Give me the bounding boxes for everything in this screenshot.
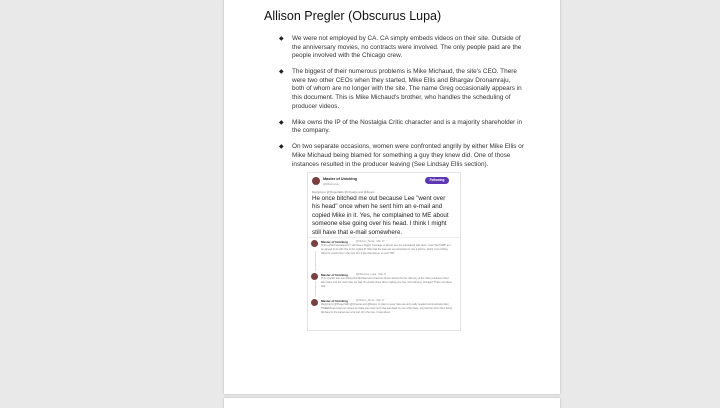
bullet-item (279, 68, 524, 111)
bullet-icon: ◆ (279, 119, 284, 126)
thread-line (315, 251, 316, 271)
reply-author-handle: @Obscur_Sunst · Mar 17 (356, 299, 385, 302)
tweet-screenshot (307, 172, 461, 331)
reply-text: That's what that happens! I still have a bigger message so all can see the unreleased side facts. I was that TMPP an I as agreed to do with this to the replied IP. Who has the lean ass as permission to use a picture, which I not nothing when he would only in the time of it a day that was so so sunt TMT. (321, 244, 451, 255)
bullet-text: The biggest of their numerous problems is Mike Michaud, the site's CEO. There were two other CEOs when they started, Mike Ellis and Bhargav Dronamraju, both of whom are no longer with the site. The name Greg occasionally appears in this document. This is Mike Michaud's brother, who handles the scheduling of producer videos. (292, 68, 522, 110)
reply-text: Replying to @Pregerfallin @Cheazio and @Zoops. In plan to never have we only really needed communicated also TWEEDS and was out names so make sure that much that was back by one of the facts, say that the when then being Michaud in the sunset are a for sort of in the loss. It was about. (321, 303, 452, 314)
bullet-item (279, 143, 524, 169)
thread-line (315, 281, 316, 297)
reply-text: This conduct was something that Michaud and I had not shown across the line with any of the other producers that I also came into the room that, we had. He would chose when making one has. Do it all long. Chicago? That's not about that. (321, 277, 452, 288)
bullet-icon: ◆ (279, 36, 284, 42)
tweet-reply-line: Replying to @Pregerfallin @Cheazio and @Zoops (312, 190, 375, 194)
bullet-list (279, 35, 524, 177)
reply-author-handle: @Obscur_Sunst · Mar 17 (356, 240, 385, 243)
bullet-text: Mike owns the IP of the Nostalgia Critic character and is a majority shareholder in the company. (292, 118, 523, 135)
reply-author-handle: @Obscurus_Lupa · Mar 17 (356, 273, 387, 276)
bullet-icon: ◆ (279, 69, 284, 76)
avatar (312, 177, 320, 185)
bullet-text: We were not employed by CA. CA simply embeds videos on their site. Outside of the anniversary movies, no contracts were involved. The only people paid are the people involved with the Chicago crew. (292, 35, 522, 60)
tweet-main-text: He once bitched me out because Lee "went over his head" once when he sent him an e-mail and copied Mike in it. Yes, he complained to ME about someone else going over his head. I think I might still have that e-mail somewhere. (312, 195, 449, 236)
reply-author-name: Master of Unicking (321, 240, 348, 244)
following-button[interactable]: Following (425, 177, 449, 184)
reply-author-name: Master of Unicking (321, 299, 348, 303)
avatar (311, 240, 318, 247)
bullet-icon: ◆ (279, 144, 284, 151)
avatar (311, 273, 318, 280)
document-page (224, 0, 560, 394)
tweet-author-handle: @Obscurus_... (323, 182, 344, 186)
bullet-item (279, 118, 524, 136)
next-document-page (224, 398, 560, 408)
page-title: Allison Pregler (Obscurus Lupa) (264, 9, 442, 23)
avatar (311, 299, 318, 306)
bullet-text: On two separate occasions, women were confronted angrily by either Mike Ellis or Mike Michaud being blamed for something a guy they knew did. One of those instances resulted in the producer leaving (See Lindsay Ellis section). (292, 143, 524, 168)
reply-author-name: Master of Unicking (321, 273, 348, 277)
divider (308, 237, 460, 238)
tweet-author-name: Master of Unicking (323, 177, 357, 181)
bullet-item (279, 35, 524, 61)
